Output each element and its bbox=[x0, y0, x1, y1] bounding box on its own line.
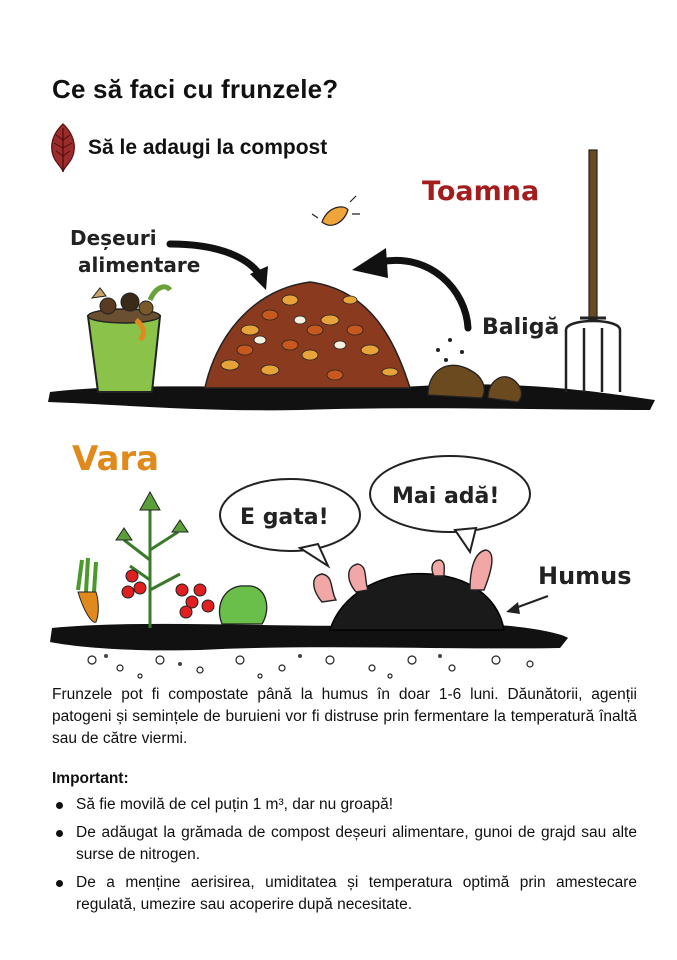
arrow-from-manure bbox=[380, 260, 468, 328]
list-item-text: De adăugat la grămada de compost deșeuri alimentare, gunoi de grajd sau alte surse de nitrogen. bbox=[76, 824, 637, 863]
compost-illustration bbox=[0, 140, 677, 680]
speech-left-text: E gata! bbox=[240, 505, 329, 530]
bullet-icon bbox=[56, 802, 63, 809]
list-item-text: De a menține aerisirea, umiditatea și temperatura optimă prin amestecare regulată, umezire sau acoperire după necesitate. bbox=[76, 874, 637, 913]
food-waste-label-line1: Deșeuri bbox=[70, 226, 157, 250]
bullet-icon bbox=[56, 830, 63, 837]
tomato-plant bbox=[116, 492, 214, 628]
speech-right-text: Mai adă! bbox=[392, 484, 500, 509]
list-item bbox=[52, 822, 637, 866]
bullet-icon bbox=[56, 880, 63, 887]
subtitle: Să le adaugi la compost bbox=[88, 136, 328, 159]
summer-label: Vara bbox=[72, 439, 160, 479]
body-text: Frunzele pot fi compostate până la humus în doar 1-6 luni. Dăunătorii, agenții patogeni și semințele de buruieni vor fi distruse prin fermentare la temperatură înaltă sau de către viermi. bbox=[52, 686, 637, 747]
food-waste-bucket bbox=[88, 287, 170, 392]
food-waste-label-line2: alimentare bbox=[78, 253, 201, 277]
list-item-text: Să fie movilă de cel puțin 1 m³, dar nu groapă! bbox=[76, 796, 394, 813]
list-item bbox=[52, 872, 637, 916]
pitchfork-icon bbox=[566, 150, 620, 392]
manure-piles bbox=[428, 338, 522, 402]
manure-label: Baligă bbox=[482, 315, 560, 340]
important-heading: Important: bbox=[52, 770, 129, 787]
leaf-pile bbox=[205, 282, 410, 388]
soil-pebbles bbox=[88, 656, 533, 678]
page-title: Ce să faci cu frunzele? bbox=[52, 74, 339, 104]
autumn-label: Toamna bbox=[422, 176, 540, 207]
important-list bbox=[52, 794, 637, 922]
humus-label: Humus bbox=[538, 562, 632, 590]
lettuce-plant bbox=[219, 586, 266, 624]
list-item bbox=[52, 794, 637, 816]
carrot-plant bbox=[78, 558, 98, 622]
falling-leaf-icon bbox=[312, 196, 360, 225]
